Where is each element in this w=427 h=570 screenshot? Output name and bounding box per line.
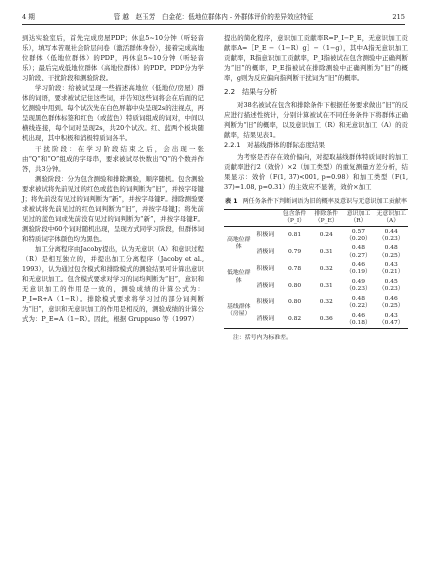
table-row [224, 261, 408, 278]
r-sd: （0.18） [346, 319, 371, 326]
r-mean: 0.46 [351, 312, 366, 319]
r-value [343, 227, 375, 244]
paragraph-test-phase: 测验阶段：分为包含测验和排除测验，顺序随机。包含测验要求被试将先前见过的红色或蓝色的词判断为“旧”，并按字母键J；将先前没有见过的词判断为“新”，并按字母键F。排除测验要求被试将先前见过的红色词判断为“旧”，并按字母键J；将先前见过的蓝色词或先前没有见过的词判断为“新”，并按字母键F。测验阶段中60个词对随机出现，呈现方式同学习阶段，但群体词和特质词字体颜色均为黑色。 [22, 174, 205, 243]
a-value [374, 311, 408, 328]
right-column [224, 33, 408, 343]
table-row [224, 295, 408, 312]
table-header-cell: 意识加工（R） [346, 210, 371, 225]
table-caption-label: 表 1 [225, 197, 238, 205]
pe-value: 0.31 [319, 249, 333, 256]
page-number: 215 [392, 13, 405, 21]
paragraph-results: 对38名被试在包含和排除条件下根据任务要求做出“旧”的反应进行描述性统计，分别计算被试在不同任务条件下将群体正确判断为“旧”的概率，以及意识加工（R）和无意识加工（A）的贡献率，结果见表1。 [224, 101, 408, 140]
valence-label: 积极词 [256, 265, 275, 272]
pi-value: 0.80 [287, 282, 302, 289]
r-mean: 0.46 [351, 262, 366, 269]
pe-value: 0.32 [319, 299, 333, 306]
valence-label: 消极词 [256, 249, 275, 256]
valence-label: 积极词 [256, 232, 275, 239]
table-note: 注：括号内为标准差。 [233, 335, 292, 342]
pi-value: 0.78 [287, 265, 302, 272]
table-row [224, 227, 408, 244]
r-sd: （0.23） [346, 286, 371, 293]
a-mean: 0.48 [384, 245, 398, 252]
pi-value: 0.79 [287, 249, 302, 256]
r-value [343, 261, 375, 278]
running-header [22, 10, 405, 25]
table-header-cell: 包含条件（P_I） [282, 210, 307, 225]
pe-value: 0.31 [319, 282, 333, 289]
running-title: 管 越 赵玉芳 白金花：低地位群体内 - 外群体评价的差异效应特征 [113, 13, 314, 21]
table-header-cell: 排除条件（P_E） [314, 210, 339, 225]
r-value [343, 244, 375, 261]
group-label: 基线群体（房屋） [226, 303, 251, 318]
table-header-row [224, 209, 408, 227]
pi-value: 0.81 [287, 232, 302, 239]
valence-label: 消极词 [256, 316, 275, 323]
paragraph-learning-phase: 学习阶段：给被试呈现一些描述高地位（低地位/房屋）群体的词语，要求被试记住这些词，并告知这些词将会在后面的记忆测验中用到。每个试次先在白色屏幕中央呈现2s的注视点，再呈现黑色群体标签和红色（或蓝色）特质词组成的词对，中间以横线连接，每个词对呈现2s，共20个试次。红、蓝两个板块随机出现，其中积极和消极特质词各半。 [22, 84, 204, 143]
table-header-cell [253, 209, 279, 227]
a-value [374, 278, 408, 295]
paragraph-procedure: 到达实验室后，首先完成房屋PDP；休息5~10分钟（听轻音乐），填写本苦观社会阶层问卷（激活群体身份），接着完成高地位群体（低地位群体）的PDP，再休息5~10分钟（听轻音乐）；最后完成低地位群体（高地位群体）的PDP。PDP分为学习阶段、干扰阶段和测验阶段。 [22, 34, 204, 83]
a-sd: （0.23） [378, 235, 404, 242]
table-header-cell [224, 209, 253, 227]
paragraph-distraction-phase: 干扰阶段：在学习阶段结束之后，会出现一张由“Q”和“O”组成的字母串，要求被试尽快数出“Q”的个数并作答，共3分钟。 [22, 144, 204, 173]
r-mean: 0.48 [351, 295, 366, 302]
group-label: 低地位群体 [226, 270, 251, 284]
a-value [374, 295, 408, 312]
a-mean: 0.43 [384, 312, 398, 319]
subsection-heading: 2.2.1 对基线群体的群际态度结果 [224, 141, 326, 150]
a-sd: （0.21） [378, 269, 404, 276]
r-sd: （0.19） [346, 269, 371, 276]
table-header-cell: 无意识加工（A） [376, 210, 406, 225]
paragraph-process-dissociation: 加工分离程序由Jacoby提出，认为无意识（A）和意识过程（R）是相互独立的，并提出加工分离程序（Jacoby et al., 1993），认为通过包含模式和排除模式的测验结果可计算出意识和无意识加工。包含模式要求对学习的词均判断为“旧”，意识和无意识加工的作用是一致的，测验成绩的计算公式为：P_I=R+A（1−R）。排除模式要求将学习过的部分词判断为“旧”，意识和无意识加工的作用是相反的，测验成绩的计算公式为：P_E=A（1−R）。因此，根据 Gruppuso 等（1997） [22, 244, 204, 324]
a-mean: 0.43 [384, 262, 398, 269]
results-table [224, 209, 408, 329]
section-heading: 2.2 结果与分析 [224, 88, 278, 97]
a-value [374, 227, 408, 244]
pe-value: 0.24 [319, 232, 333, 239]
r-mean: 0.57 [351, 228, 366, 235]
pi-value: 0.80 [287, 299, 302, 306]
a-value [374, 261, 408, 278]
r-sd: （0.27） [346, 252, 371, 259]
pe-value: 0.36 [319, 316, 333, 323]
r-value [343, 311, 375, 328]
left-column [22, 33, 204, 324]
paragraph-baseline: 为考察是否存在效价偏向，对提取基线群体特质词时的加工贡献率进行2（效价）×2（加工类型）的重复测量方差分析，结果显示：效价（F(1, 37)<001, p=0.98）和加工类型（F(1, 37)=1.08, p=0.31）的主效应不显著，效价×加工 [224, 152, 408, 191]
r-sd: （0.20） [346, 235, 371, 242]
paragraph-formula: 提出的简化程序，意识加工贡献率R=P_I−P_E，无意识加工贡献率A=［P_E −（1−R）g］−（1−g），其中A指无意识加工贡献率，R指意识加工贡献率，P_I指被试在包含测验中正确判断为“旧”的概率，P_E指被试在排除测验中正确判断为“旧”的概率，g则为反应偏向指判断干扰词为“旧”的概率。 [224, 34, 408, 83]
r-sd: （0.22） [346, 303, 371, 309]
table-caption-text: 两任务条件下判断词语为旧的概率及意识与无意识加工贡献率 [242, 197, 407, 205]
valence-label: 积极词 [256, 299, 275, 306]
table-caption [224, 197, 408, 206]
a-sd: （0.47） [378, 319, 404, 326]
valence-label: 消极词 [256, 282, 275, 289]
r-value [343, 278, 375, 295]
r-value [343, 295, 375, 312]
pi-value: 0.82 [287, 316, 302, 323]
group-label: 高地位群体 [226, 236, 251, 251]
pe-value: 0.32 [319, 265, 333, 272]
a-sd: （0.25） [378, 252, 404, 259]
r-mean: 0.49 [351, 279, 366, 286]
r-mean: 0.48 [351, 245, 366, 252]
a-sd: （0.25） [378, 303, 404, 309]
a-mean: 0.45 [384, 279, 398, 286]
a-mean: 0.46 [384, 295, 398, 302]
a-sd: （0.23） [378, 286, 404, 293]
a-value [374, 244, 408, 261]
issue-number: 4 期 [22, 13, 35, 21]
a-mean: 0.44 [384, 228, 398, 235]
